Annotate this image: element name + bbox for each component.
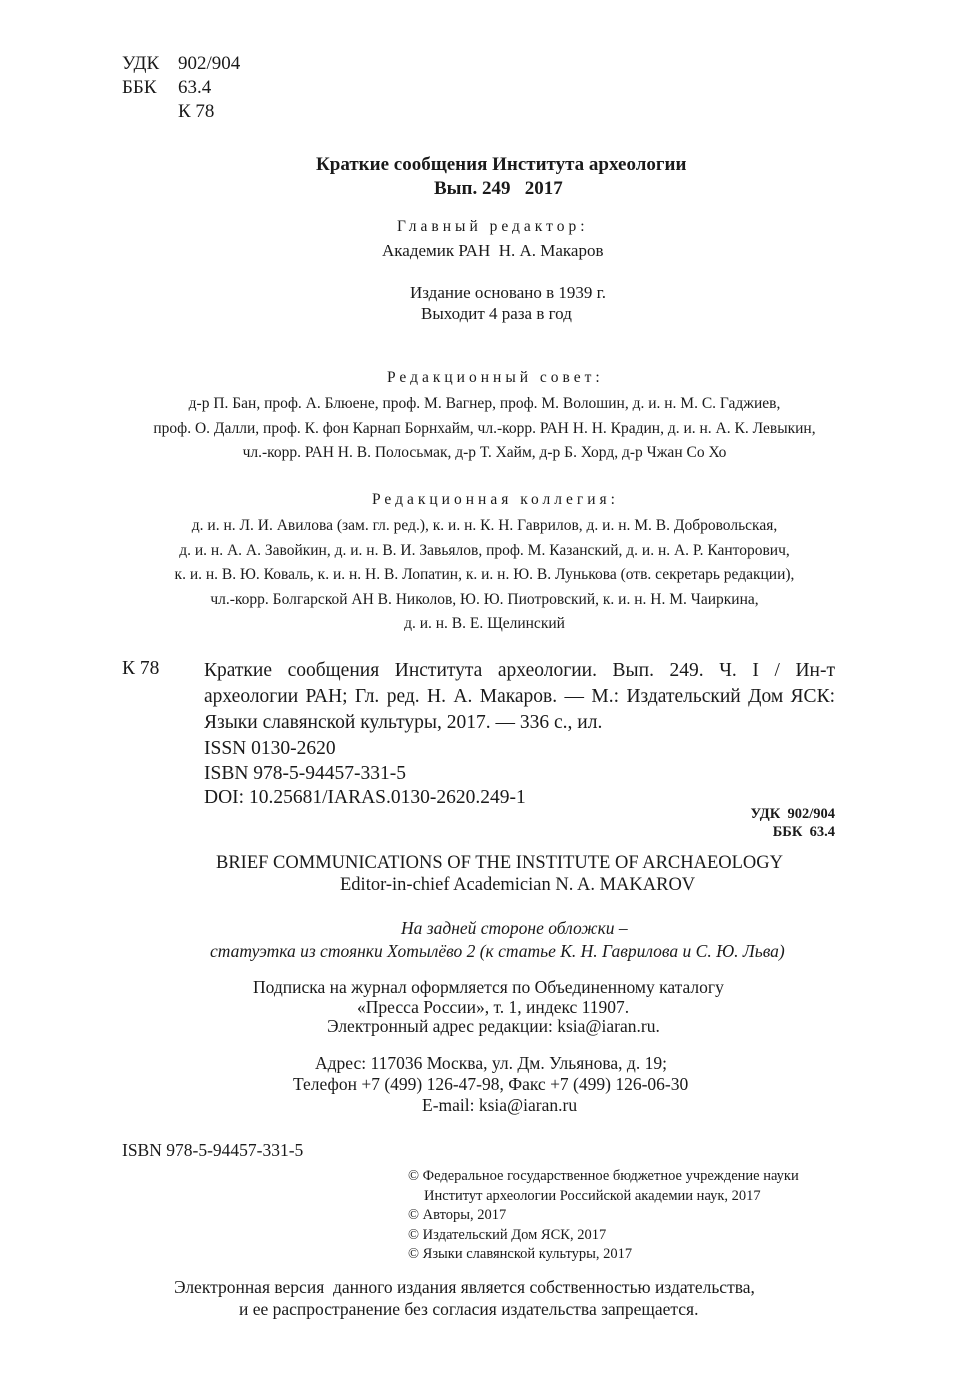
author-mark-line <box>122 100 240 124</box>
copyright-line-5: © Языки славянской культуры, 2017 <box>408 1246 633 1262</box>
cover-note-line-2: статуэтка из стоянки Хотылёво 2 (к статье К. Н. Гаврилова и С. Ю. Льва) <box>210 941 785 961</box>
identifiers <box>204 737 526 811</box>
address-line-1: Адрес: 117036 Москва, ул. Дм. Ульянова, д. 19; <box>315 1053 667 1073</box>
index-codes <box>122 52 240 124</box>
copyright-line-1: © Федеральное государственное бюджетное учреждение науки <box>408 1168 799 1184</box>
citation-mark: К 78 <box>122 658 160 679</box>
board-line: д. и. н. Л. И. Авилова (зам. гл. ред.), к. и. н. К. Н. Гаврилов, д. и. н. М. В. Добровольская, <box>191 517 778 534</box>
bbk-label: ББК <box>122 77 157 98</box>
editorial-board-heading: Редакционная коллегия: <box>372 491 619 508</box>
address-line-3: E-mail: ksia@iaran.ru <box>422 1095 578 1115</box>
copyright-line-2: Институт археологии Российской академии наук, 2017 <box>424 1187 761 1204</box>
journal-issue: Вып. 249 2017 <box>434 178 563 199</box>
bbk-value: 63.4 <box>178 77 212 98</box>
council-line: проф. О. Далли, проф. К. фон Карнап Борнхайм, чл.-корр. РАН Н. Н. Крадин, д. и. н. А. К. Левыкин, <box>153 419 816 437</box>
udk-value: 902/904 <box>178 53 241 74</box>
chief-editor-heading: Главный редактор: <box>397 218 589 235</box>
copyright-line-4: © Издательский Дом ЯСК, 2017 <box>408 1226 607 1243</box>
author-mark: К 78 <box>178 101 215 122</box>
editorial-council-list <box>0 392 969 466</box>
english-editor: Editor-in-chief Academician N. A. MAKAROV <box>340 875 696 895</box>
notice-line-1: Электронная версия данного издания является собственностью издательства, <box>174 1277 755 1297</box>
council-line: чл.-корр. РАН Н. В. Полосьмак, д-р Т. Хайм, д-р Б. Хорд, д-р Чжан Со Хо <box>242 444 727 461</box>
citation-codes <box>751 806 835 841</box>
english-title: BRIEF COMMUNICATIONS OF THE INSTITUTE OF ARCHAEOLOGY <box>216 853 784 873</box>
cover-note-line-1: На задней стороне обложки – <box>401 918 628 938</box>
bbk-line <box>122 76 240 100</box>
udk-label: УДК <box>122 53 160 74</box>
issn: ISSN 0130-2620 <box>204 738 336 759</box>
isbn: ISBN 978-5-94457-331-5 <box>204 762 407 784</box>
subscription-line-2: «Пресса России», т. 1, индекс 11907. <box>357 997 630 1017</box>
editorial-board-list <box>0 514 969 637</box>
notice-line-2: и ее распространение без согласия издательства запрещается. <box>239 1299 699 1319</box>
chief-editor-name: Академик РАН Н. А. Макаров <box>382 241 604 260</box>
address-line-2: Телефон +7 (499) 126-47-98, Факс +7 (499) 126-06-30 <box>293 1074 689 1094</box>
editorial-council-heading: Редакционный совет: <box>387 369 604 386</box>
subscription-line-3: Электронный адрес редакции: ksia@iaran.ru. <box>327 1016 660 1036</box>
copyright-line-3: © Авторы, 2017 <box>408 1207 507 1223</box>
citation-bbk: ББК 63.4 <box>772 823 835 840</box>
board-line: д. и. н. А. А. Завойкин, д. и. н. В. И. Завьялов, проф. М. Казанский, д. и. н. А. Р. Канторович, <box>179 541 790 559</box>
council-line: д-р П. Бан, проф. А. Блюене, проф. М. Вагнер, проф. М. Волошин, д. и. н. М. С. Гаджиев, <box>188 395 781 412</box>
citation-text: Краткие сообщения Института археологии. Вып. 249. Ч. I / Ин-т археологии РАН; Гл. ред. Н. А. Макаров. — М.: Издательский Дом ЯСК: Языки славянской культуры, 2017. — 336 с., ил. <box>204 660 835 733</box>
board-line: д. и. н. В. Е. Щелинский <box>404 615 565 632</box>
board-line: к. и. н. В. Ю. Коваль, к. и. н. Н. В. Лопатин, к. и. н. Ю. В. Лунькова (отв. секретарь редакции), <box>174 566 795 583</box>
doi: DOI: 10.25681/IARAS.0130-2620.249-1 <box>204 787 526 808</box>
board-line: чл.-корр. Болгарской АН В. Николов, Ю. Ю. Пиотровский, к. и. н. Н. М. Чаиркина, <box>210 590 759 608</box>
founded-line-1: Издание основано в 1939 г. <box>410 283 606 302</box>
isbn-footer: ISBN 978-5-94457-331-5 <box>122 1140 304 1160</box>
copyright-block <box>408 1167 799 1265</box>
citation-udk: УДК 902/904 <box>750 806 835 822</box>
journal-title: Краткие сообщения Института археологии <box>316 154 687 175</box>
subscription-line-1: Подписка на журнал оформляется по Объединенному каталогу <box>253 977 724 997</box>
founded-line-2: Выходит 4 раза в год <box>421 304 572 323</box>
udk-line <box>122 52 240 76</box>
